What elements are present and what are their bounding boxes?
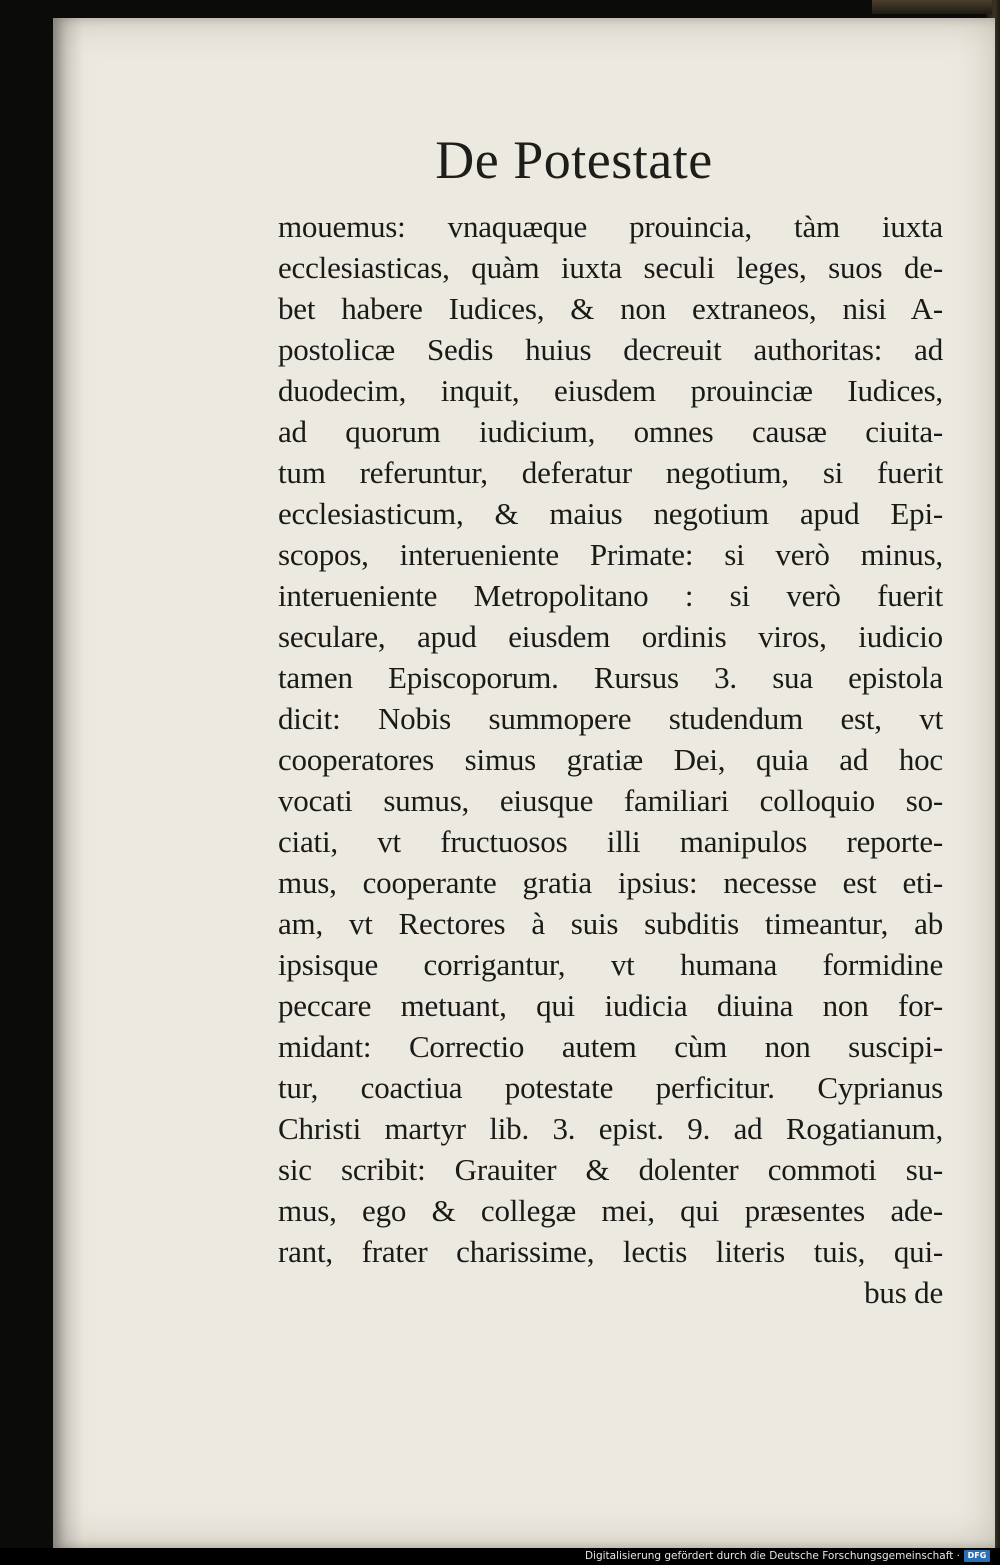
text-line: tum referuntur, deferatur negotium, si fuerit	[278, 455, 943, 490]
text-line: interueniente Metropolitano : si verò fuerit	[278, 578, 943, 613]
text-line: postolicæ Sedis huius decreuit authoritas: ad	[278, 332, 943, 367]
text-line: mus, cooperante gratia ipsius: necesse est eti-	[278, 865, 943, 900]
book-page	[53, 18, 995, 1548]
funding-credit: Digitalisierung gefördert durch die Deutsche Forschungsgemeinschaft ·	[584, 1550, 960, 1562]
text-line: ecclesiasticum, & maius negotium apud Epi-	[278, 496, 943, 531]
text-line: bet habere Iudices, & non extraneos, nisi A-	[278, 291, 943, 326]
text-line: peccare metuant, qui iudicia diuina non for-	[278, 988, 943, 1023]
text-line: tur, coactiua potestate perficitur. Cyprianus	[278, 1070, 943, 1105]
text-line: scopos, interueniente Primate: si verò minus,	[278, 537, 943, 572]
text-line: mus, ego & collegæ mei, qui præsentes ade-	[278, 1193, 943, 1228]
text-line: duodecim, inquit, eiusdem prouinciæ Iudices,	[278, 373, 943, 408]
text-line: mouemus: vnaquæque prouincia, tàm iuxta	[278, 209, 943, 244]
running-head: De Potestate	[435, 130, 713, 190]
text-line: am, vt Rectores à suis subditis timeantur, ab	[278, 906, 943, 941]
text-line: ciati, vt fructuosos illi manipulos reporte-	[278, 824, 943, 859]
text-line: Christi martyr lib. 3. epist. 9. ad Rogatianum,	[278, 1111, 943, 1146]
text-line: ad quorum iudicium, omnes causæ ciuita-	[278, 414, 943, 449]
footer-bar	[0, 1548, 1000, 1565]
text-line: seculare, apud eiusdem ordinis viros, iudicio	[278, 619, 943, 654]
dfg-logo: DFG	[964, 1550, 990, 1562]
text-line: dicit: Nobis summopere studendum est, vt	[278, 701, 943, 736]
body-text	[278, 206, 943, 1313]
text-line: vocati sumus, eiusque familiari colloquio so-	[278, 783, 943, 818]
text-line: rant, frater charissime, lectis literis tuis, qui-	[278, 1234, 943, 1269]
text-line: sic scribit: Grauiter & dolenter commoti su-	[278, 1152, 943, 1187]
catchword: bus de	[864, 1275, 943, 1310]
text-line: tamen Episcoporum. Rursus 3. sua epistola	[278, 660, 943, 695]
text-line: cooperatores simus gratiæ Dei, quia ad hoc	[278, 742, 943, 777]
text-line: ecclesiasticas, quàm iuxta seculi leges, suos de-	[278, 250, 943, 285]
text-line: ipsisque corrigantur, vt humana formidine	[278, 947, 943, 982]
page-gutter-shadow	[53, 18, 83, 1548]
text-line: midant: Correctio autem cùm non suscipi-	[278, 1029, 943, 1064]
book-edge-top	[872, 0, 992, 14]
